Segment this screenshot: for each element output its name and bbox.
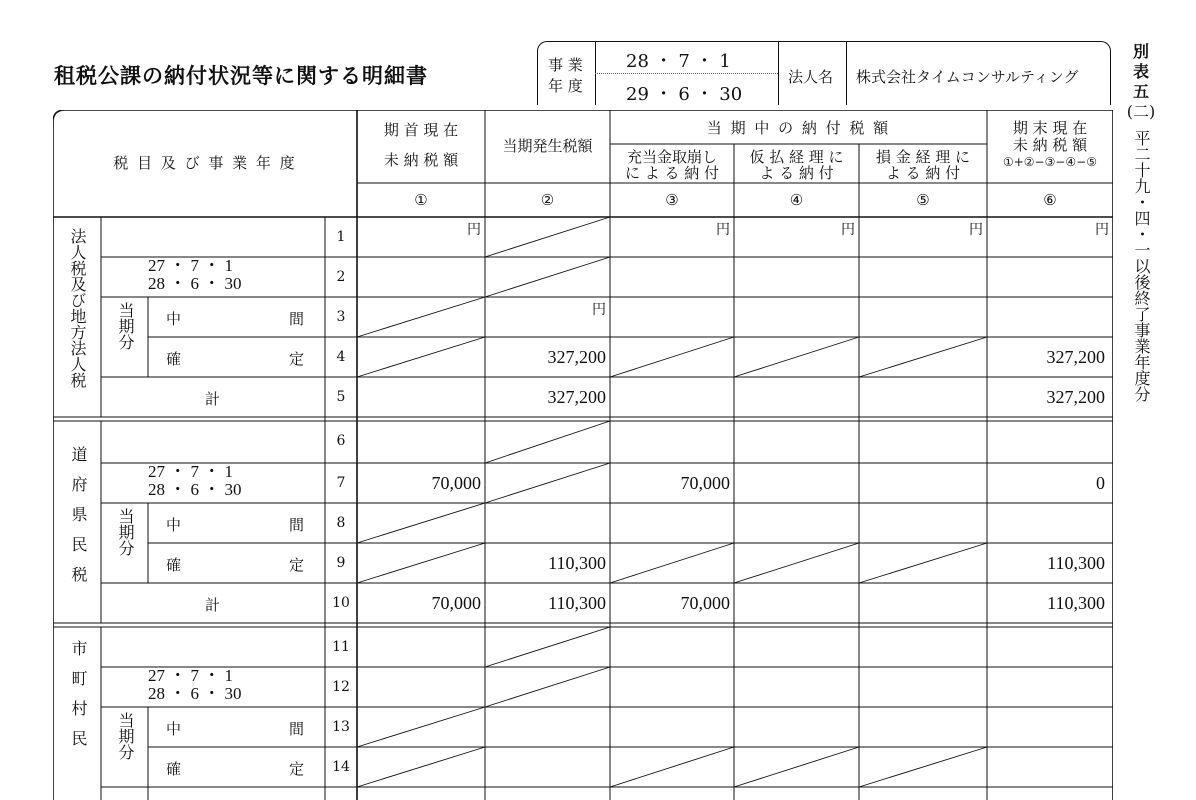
- period-end-2: 28 ・ 6 ・ 30: [148, 480, 242, 499]
- marker-6: ⑥: [1043, 191, 1057, 209]
- form-id-1: 別: [1132, 42, 1149, 61]
- amount-cell: 110,300: [1047, 553, 1105, 573]
- col5-header-line2: よ る 納 付: [885, 164, 961, 182]
- form-id-4: (二): [1126, 102, 1156, 121]
- current-term-label-1: 当期分: [116, 302, 135, 350]
- row-number: 2: [336, 269, 346, 285]
- form-id-2: 表: [1132, 62, 1149, 81]
- tax-payment-table: [53, 110, 1113, 800]
- current-term-label-2: 当期分: [116, 508, 135, 556]
- col3-header-line2: に よ る 納 付: [624, 164, 720, 182]
- period-start-1: 27 ・ 7 ・ 1: [148, 256, 233, 275]
- col2-header: 当期発生税額: [502, 137, 593, 155]
- fiscal-start-date: 28 ・ 7 ・ 1: [626, 51, 731, 72]
- final-label-3: 確: [166, 760, 182, 778]
- amount-cell: 110,300: [1047, 593, 1105, 613]
- row-number: 10: [332, 595, 350, 611]
- row-number: 7: [336, 475, 346, 491]
- col5-header-line1: 損 金 経 理 に: [875, 148, 971, 166]
- form-id-3: 五: [1132, 82, 1149, 101]
- yen-unit-col6: 円: [1095, 222, 1109, 238]
- corporation-name-label: 法人名: [788, 68, 834, 86]
- fiscal-year-label-2: 年 度: [548, 77, 583, 95]
- amount-cell: 110,300: [548, 593, 606, 613]
- yen-unit-col3: 円: [716, 222, 730, 238]
- amount-cell: 327,200: [1046, 387, 1105, 407]
- row-number: 14: [332, 759, 350, 775]
- row-number: 13: [332, 719, 350, 735]
- row-number: 8: [336, 515, 346, 531]
- current-term-label-3: 当期分: [116, 712, 135, 760]
- col4-header-line1: 仮 払 経 理 に: [749, 148, 844, 166]
- item-column-header: 税 目 及 び 事 業 年 度: [113, 154, 297, 172]
- section-corporate-tax: 法人税及び地方法人税: [68, 228, 87, 388]
- row-number: 3: [336, 309, 346, 325]
- interim-label-3: 中: [166, 720, 182, 738]
- section-prefectural-tax: 道府県民税: [69, 446, 88, 596]
- col6-header-line1: 期 末 現 在: [1012, 119, 1088, 137]
- final-label-2b: 定: [289, 556, 305, 574]
- marker-3: ③: [665, 191, 679, 209]
- yen-unit-col4: 円: [841, 222, 855, 238]
- interim-label-2: 中: [166, 516, 182, 534]
- col1-header-line1: 期 首 現 在: [383, 121, 459, 139]
- period-start-2: 27 ・ 7 ・ 1: [148, 462, 233, 481]
- marker-1: ①: [414, 191, 428, 209]
- fiscal-end-date: 29 ・ 6 ・ 30: [626, 84, 743, 105]
- row-number: 1: [336, 229, 346, 245]
- col4-header-line2: よ る 納 付: [759, 164, 834, 182]
- row-number: 12: [332, 679, 350, 695]
- amount-cell: 70,000: [680, 593, 730, 613]
- col6-header-line2: 未 納 税 額: [1012, 136, 1088, 154]
- final-label-2: 確: [166, 556, 182, 574]
- total-label-1: 計: [205, 390, 221, 408]
- marker-4: ④: [789, 191, 804, 209]
- period-start-3: 27 ・ 7 ・ 1: [148, 666, 233, 685]
- yen-unit-col5: 円: [969, 222, 983, 238]
- amount-cell: 0: [1096, 473, 1105, 493]
- period-end-1: 28 ・ 6 ・ 30: [148, 274, 242, 293]
- form-identifier: [1126, 42, 1156, 402]
- interim-label-3b: 間: [289, 720, 305, 738]
- interim-label-1: 中: [166, 310, 182, 328]
- corporation-name: 株式会社タイムコンサルティング: [856, 68, 1079, 86]
- final-label-1: 確: [166, 350, 182, 368]
- total-label-2: 計: [205, 596, 221, 614]
- col6-formula: ①+②−③−④−⑤: [1002, 155, 1097, 169]
- interim-label-1b: 間: [289, 310, 305, 328]
- final-label-1b: 定: [289, 350, 305, 368]
- marker-5: ⑤: [916, 191, 930, 209]
- amount-cell: 70,000: [680, 473, 730, 493]
- document-title: 租税公課の納付状況等に関する明細書: [54, 64, 428, 88]
- paid-group-header: 当 期 中 の 納 付 税 額: [706, 119, 891, 137]
- amount-cell: 327,200: [1046, 347, 1105, 367]
- interim-label-2b: 間: [289, 516, 305, 534]
- period-end-3: 28 ・ 6 ・ 30: [148, 684, 242, 703]
- amount-cell: 70,000: [431, 473, 481, 493]
- amount-cell: 110,300: [548, 553, 606, 573]
- final-label-3b: 定: [289, 760, 305, 778]
- section-municipal-tax: 市町村民: [69, 640, 88, 760]
- col1-header-line2: 未 納 税 額: [383, 151, 459, 169]
- yen-unit-col2: 円: [592, 302, 606, 318]
- yen-unit-col1: 円: [467, 222, 481, 238]
- row-number: 6: [336, 433, 346, 449]
- row-number: 11: [332, 639, 350, 655]
- marker-2: ②: [540, 191, 555, 209]
- amount-cell: 327,200: [547, 387, 606, 407]
- applicability-note: 平二十九・四・一以後終了事業年度分: [1132, 130, 1151, 402]
- amount-cell: 70,000: [431, 593, 481, 613]
- row-number: 9: [336, 555, 346, 571]
- row-number: 5: [336, 389, 346, 405]
- header-box: [537, 41, 1111, 105]
- amount-cell: 327,200: [547, 347, 606, 367]
- row-number: 4: [336, 349, 346, 365]
- fiscal-year-label: 事 業: [548, 56, 583, 74]
- col3-header-line1: 充当金取崩し: [626, 148, 717, 166]
